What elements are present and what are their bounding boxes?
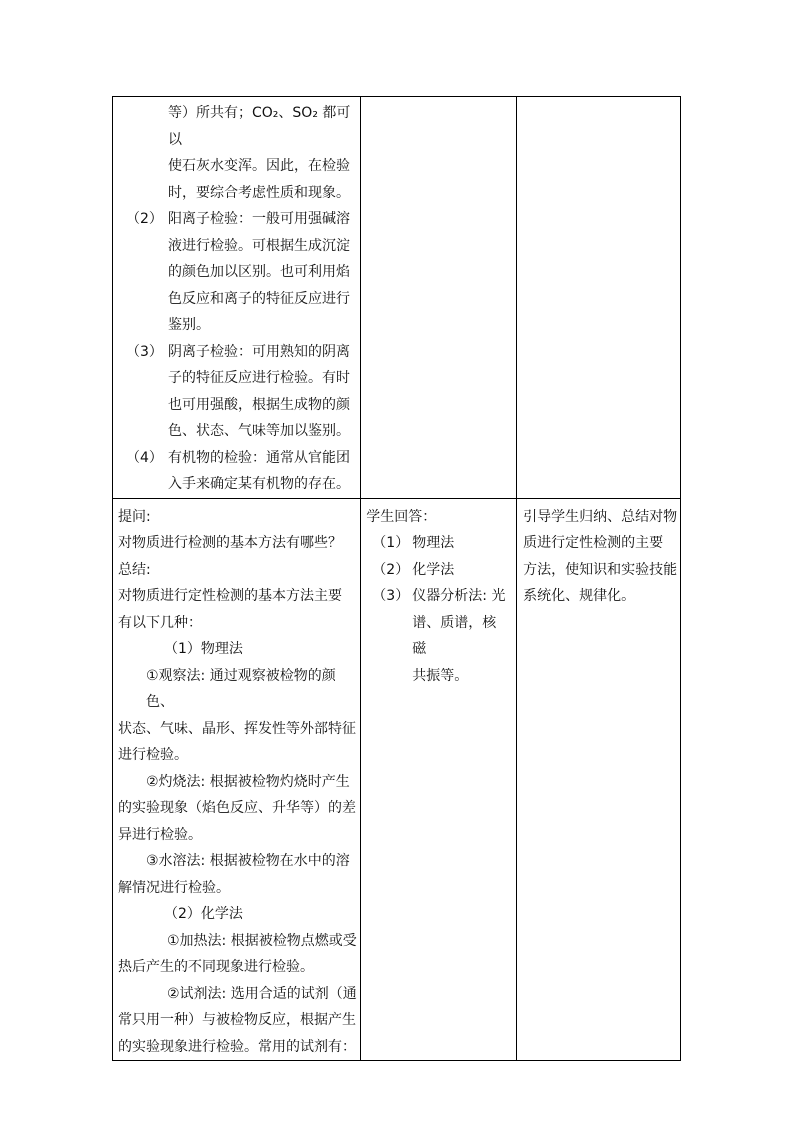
- text-line: ①加热法: 根据被检物点燃或受: [167, 932, 357, 949]
- text-line: 鉴别。: [168, 317, 210, 333]
- text-line: 仪器分析法: 光: [412, 588, 506, 604]
- text-line: 对物质进行定性检测的基本方法主要: [118, 588, 342, 604]
- text-line: ③水溶法: 根据被检物在水中的溶: [146, 853, 350, 869]
- table-row: [113, 97, 681, 499]
- text-line: 阳离子检验：一般可用强碱溶: [168, 211, 350, 227]
- section-heading: （2）化学法: [164, 906, 243, 922]
- text-line: 热后产生的不同现象进行检验。: [118, 959, 314, 975]
- text-line: 有以下几种：: [118, 614, 202, 631]
- text-line: ②试剂法: 选用合适的试剂（通: [167, 985, 357, 1002]
- text-line: ①观察法: 通过观察被检物的颜色、: [146, 667, 336, 710]
- text-line: 共振等。: [412, 667, 469, 684]
- question-label: 提问:: [118, 508, 151, 525]
- list-item: [366, 583, 516, 689]
- summary-label: 总结:: [118, 561, 151, 578]
- item-number: （4）: [126, 449, 163, 466]
- section-heading: （1）物理法: [164, 641, 243, 657]
- text-line: 进行检验。: [118, 747, 188, 763]
- teaching-content-cell: [113, 498, 361, 1061]
- design-intent-cell: [517, 97, 681, 499]
- item-number: （3）: [126, 343, 163, 360]
- table-row: [113, 498, 681, 1061]
- text-line: 引导学生归纳、总结对物: [523, 508, 678, 525]
- text-line: 质进行定性检测的主要: [523, 535, 664, 551]
- question-text: 对物质进行检测的基本方法有哪些？: [118, 535, 342, 551]
- text-line: 谱、质谱，核磁: [412, 614, 497, 657]
- item-number: （1）: [372, 535, 410, 551]
- text-line: 的实验现象进行检验。常用的试剂有：: [118, 1038, 356, 1055]
- text-line: 常只用一种）与被检物反应，根据产生: [118, 1012, 356, 1028]
- student-activity-cell: [361, 498, 517, 1061]
- lesson-plan-table: [112, 96, 681, 1061]
- item-number: （3）: [372, 588, 410, 604]
- text-line: 时，要综合考虑性质和现象。: [168, 184, 350, 201]
- text-line: 子的特征反应进行检验。有时: [168, 370, 350, 386]
- list-item: [113, 339, 360, 445]
- teaching-content-cell: [113, 97, 361, 499]
- design-intent-cell: [517, 498, 681, 1061]
- text-line: 阴离子检验：可用熟知的阴离: [168, 343, 350, 360]
- text-line: 入手来确定某有机物的存在。: [168, 476, 350, 492]
- list-item: [113, 445, 360, 498]
- list-item: [366, 557, 516, 584]
- answer-label: 学生回答：: [366, 508, 437, 525]
- continued-text: [113, 100, 360, 206]
- text-line: 的颜色加以区别。也可利用焰: [168, 264, 350, 280]
- text-line: ②灼烧法: 根据被检物灼烧时产生: [146, 773, 350, 790]
- item-number: （2）: [372, 561, 410, 578]
- list-item: [366, 530, 516, 557]
- text-line: 有机物的检验：通常从官能团: [168, 449, 350, 466]
- text-line: 化学法: [412, 561, 455, 578]
- text-line: 物理法: [412, 535, 455, 551]
- text-line: 状态、气味、晶形、挥发性等外部特征: [118, 720, 356, 737]
- student-activity-cell: [361, 97, 517, 499]
- item-number: （2）: [126, 211, 163, 227]
- list-item: [113, 206, 360, 339]
- text-line: 解情况进行检验。: [118, 879, 230, 896]
- text-line: 系统化、规律化。: [523, 588, 636, 604]
- text-line: 也可用强酸，根据生成物的颜: [168, 396, 350, 413]
- text-line: 液进行检验。可根据生成沉淀: [168, 237, 350, 254]
- text-line: 的实验现象（焰色反应、升华等）的差: [118, 800, 356, 816]
- text-line: 使石灰水变浑。因此，在检验: [168, 158, 350, 174]
- text-line: 方法，使知识和实验技能: [523, 561, 678, 578]
- text-line: 异进行检验。: [118, 826, 202, 843]
- text-line: 等）所共有；CO₂、SO₂ 都可以: [168, 105, 351, 148]
- text-line: 色、状态、气味等加以鉴别。: [168, 423, 350, 439]
- text-line: 色反应和离子的特征反应进行: [168, 290, 350, 307]
